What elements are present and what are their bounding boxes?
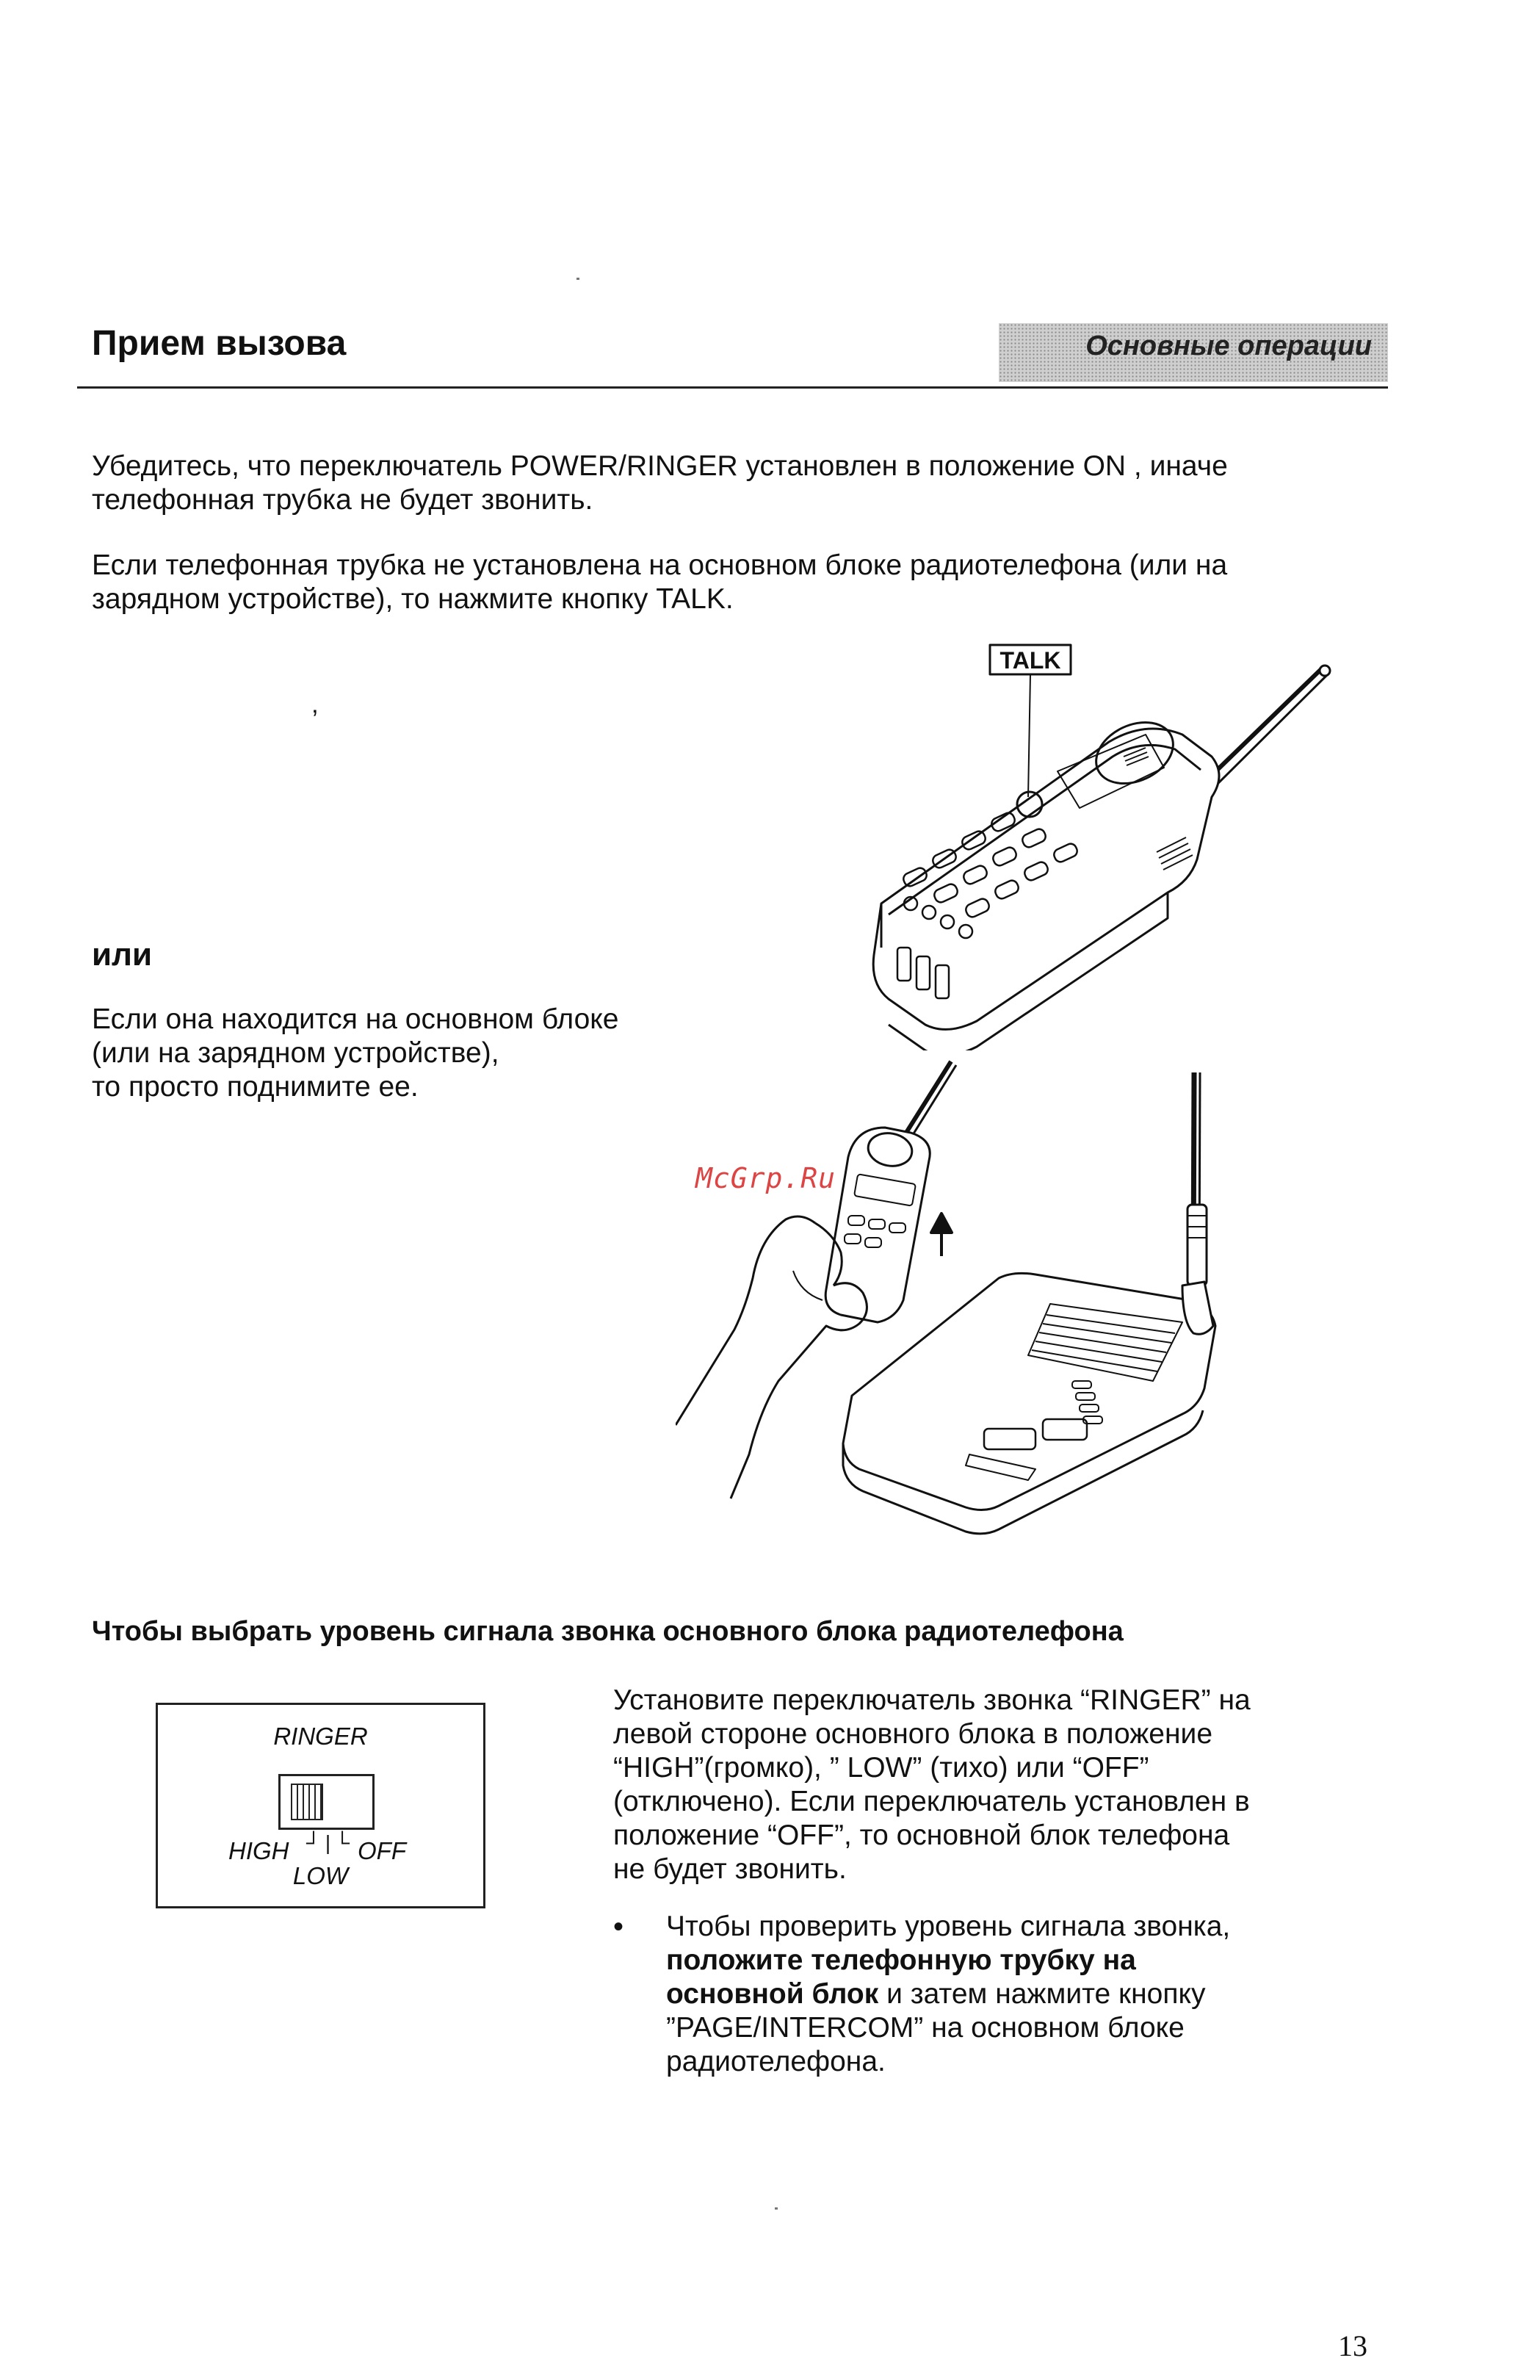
paragraph-line: Если она находится на основном блоке: [92, 1003, 619, 1035]
ringer-section-heading: Чтобы выбрать уровень сигнала звонка основного блока радиотелефона: [92, 1616, 1124, 1647]
paragraph-line: (или на зарядном устройстве),: [92, 1037, 499, 1069]
section-tag-label: Основные операции: [1085, 331, 1372, 361]
paragraph-line: “HIGH”(громко), ” LOW” (тихо) или “OFF”: [613, 1752, 1149, 1784]
bullet-bold-phrase: основной блок: [666, 1978, 879, 2010]
paragraph-line: не будет звонить.: [613, 1853, 847, 1885]
paragraph-line: (отключено). Если переключатель установлен в: [613, 1786, 1250, 1817]
paragraph-line: то просто поднимите ее.: [92, 1071, 419, 1103]
paragraph-line: телефонная трубка не будет звонить.: [92, 484, 593, 516]
paragraph-line: положение “OFF”, то основной блок телефона: [613, 1820, 1230, 1851]
watermark: McGrp.Ru: [695, 1162, 836, 1194]
bullet-line: [666, 1977, 1386, 2011]
ringer-position-ticks: ┘|└: [306, 1831, 354, 1854]
section-tag: [999, 323, 1388, 382]
paragraph-line: Убедитесь, что переключатель POWER/RINGER установлен в положение ON , иначе: [92, 450, 1228, 482]
ringer-switch-diagram: [156, 1703, 485, 1908]
paragraph-lift-handset: [92, 1003, 723, 1104]
ringer-position-low: LOW: [292, 1862, 349, 1889]
ringer-switch-title: RINGER: [273, 1723, 368, 1750]
scan-speck: [775, 2207, 778, 2210]
ringer-position-off: OFF: [358, 1837, 406, 1864]
header-rule: [77, 386, 1388, 389]
paragraph-line: зарядном устройстве), то нажмите кнопку TALK.: [92, 583, 734, 615]
base-unit-drawing: [676, 1058, 1248, 1543]
bullet-line: Чтобы проверить уровень сигнала звонка,: [666, 1911, 1231, 1942]
scan-speck: [576, 278, 579, 280]
page-number: 13: [1338, 2329, 1367, 2362]
ringer-slider-frame: [278, 1774, 375, 1830]
base-unit-illustration: [676, 1058, 1248, 1543]
paragraph-line: Установите переключатель звонка “RINGER” на: [613, 1684, 1251, 1716]
bullet-line: радиотелефона.: [666, 2046, 886, 2077]
paragraph-press-talk: [92, 549, 1414, 616]
paragraph-line: Если телефонная трубка не установлена на основном блоке радиотелефона (или на: [92, 549, 1228, 581]
or-label: или: [92, 937, 153, 973]
bullet-line-bold: положите телефонную трубку на: [666, 1944, 1136, 1976]
bullet-dot: •: [613, 1911, 624, 1943]
scan-mark: ʼ: [312, 705, 318, 735]
paragraph-set-ringer: [613, 1684, 1377, 1886]
talk-label: TALK: [999, 647, 1061, 674]
ringer-position-high: HIGH: [228, 1837, 289, 1864]
bullet-line: ”PAGE/INTERCOM” на основном блоке: [666, 2012, 1185, 2044]
page-title: Прием вызова: [92, 324, 347, 363]
bullet-text: [666, 1910, 1386, 2079]
handset-illustration: [867, 639, 1344, 1050]
bullet-line-rest: и затем нажмите кнопку: [878, 1978, 1206, 2010]
paragraph-line: левой стороне основного блока в положение: [613, 1718, 1213, 1750]
ringer-slider-knob: [291, 1784, 323, 1820]
paragraph-power-ringer: [92, 450, 1414, 517]
handset-drawing: [867, 639, 1344, 1050]
